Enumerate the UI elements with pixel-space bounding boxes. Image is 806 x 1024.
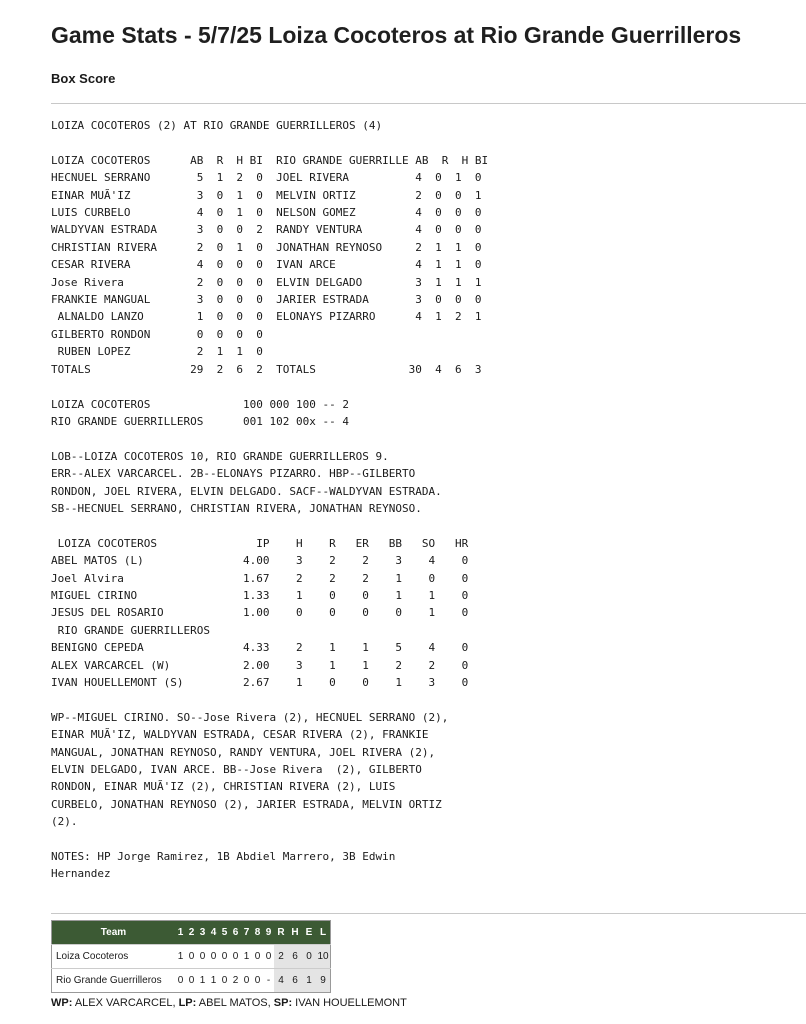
inning-header: 3 bbox=[197, 921, 208, 945]
box-score-line: TOTALS 29 2 6 2 TOTALS 30 4 6 3 bbox=[51, 362, 482, 376]
box-score-line: LOIZA COCOTEROS 100 000 100 -- 2 bbox=[51, 397, 350, 411]
inning-score: 0 bbox=[230, 945, 241, 969]
box-score-line: CURBELO, JONATHAN REYNOSO (2), JARIER ESTRADA, MELVIN ORTIZ bbox=[51, 797, 442, 811]
inning-score: 0 bbox=[252, 945, 263, 969]
box-score-line: EINAR MUÃ'IZ, WALDYVAN ESTRADA, CESAR RIVERA (2), FRANKIE bbox=[51, 728, 429, 742]
errors-header: E bbox=[302, 921, 316, 945]
hits-header: H bbox=[288, 921, 302, 945]
inning-score: 1 bbox=[241, 945, 252, 969]
box-score-line: ALNALDO LANZO 1 0 0 0 ELONAYS PIZARRO 4 1 2 1 bbox=[51, 310, 482, 324]
inning-score: - bbox=[263, 969, 274, 993]
bottom-divider bbox=[51, 913, 806, 914]
inning-header: 1 bbox=[175, 921, 186, 945]
box-score-line: CESAR RIVERA 4 0 0 0 IVAN ARCE 4 1 1 0 bbox=[51, 258, 482, 272]
box-score-line: GILBERTO RONDON 0 0 0 0 bbox=[51, 327, 263, 341]
box-score-line: RIO GRANDE GUERRILLEROS bbox=[51, 623, 210, 637]
inning-score: 0 bbox=[241, 969, 252, 993]
inning-header: 5 bbox=[219, 921, 230, 945]
top-divider bbox=[51, 103, 806, 104]
lob-total: 10 bbox=[316, 945, 331, 969]
box-score-text bbox=[51, 117, 488, 883]
box-score-line: RIO GRANDE GUERRILLEROS 001 102 00x -- 4 bbox=[51, 414, 350, 428]
inning-score: 0 bbox=[219, 945, 230, 969]
wp-label: WP: bbox=[51, 997, 73, 1009]
box-score-line: HECNUEL SERRANO 5 1 2 0 JOEL RIVERA 4 0 1 0 bbox=[51, 171, 482, 185]
box-score-line: Hernandez bbox=[51, 867, 111, 881]
box-score-line: MIGUEL CIRINO 1.33 1 0 0 1 1 0 bbox=[51, 588, 469, 602]
inning-header: 9 bbox=[263, 921, 274, 945]
team-name: Loiza Cocoteros bbox=[52, 945, 176, 969]
inning-header: 2 bbox=[186, 921, 197, 945]
box-score-line: Joel Alvira 1.67 2 2 2 1 0 0 bbox=[51, 571, 469, 585]
errors-total: 1 bbox=[302, 969, 316, 993]
box-score-line: RONDON, JOEL RIVERA, ELVIN DELGADO. SACF--WALDYVAN ESTRADA. bbox=[51, 484, 442, 498]
box-score-heading: Box Score bbox=[51, 71, 116, 86]
losing-pitcher: ABEL MATOS bbox=[198, 997, 268, 1009]
lob-header: L bbox=[316, 921, 331, 945]
inning-score: 1 bbox=[175, 945, 186, 969]
box-score-line: SB--HECNUEL SERRANO, CHRISTIAN RIVERA, JONATHAN REYNOSO. bbox=[51, 501, 422, 515]
box-score-line: RONDON, EINAR MUÃ'IZ (2), CHRISTIAN RIVERA (2), LUIS bbox=[51, 780, 396, 794]
inning-header: 6 bbox=[230, 921, 241, 945]
box-score-line: LOIZA COCOTEROS IP H R ER BB SO HR bbox=[51, 536, 469, 550]
linescore-row-loiza bbox=[52, 945, 331, 969]
inning-score: 0 bbox=[219, 969, 230, 993]
page-title: Game Stats - 5/7/25 Loiza Cocoteros at Rio Grande Guerrilleros bbox=[51, 22, 742, 48]
inning-score: 0 bbox=[186, 945, 197, 969]
runs-header: R bbox=[274, 921, 288, 945]
runs-total: 2 bbox=[274, 945, 288, 969]
box-score-line: LUIS CURBELO 4 0 1 0 NELSON GOMEZ 4 0 0 0 bbox=[51, 206, 482, 220]
runs-total: 4 bbox=[274, 969, 288, 993]
box-score-line: JESUS DEL ROSARIO 1.00 0 0 0 0 1 0 bbox=[51, 606, 469, 620]
linescore-header-row bbox=[52, 921, 331, 945]
errors-total: 0 bbox=[302, 945, 316, 969]
box-score-line: ALEX VARCARCEL (W) 2.00 3 1 1 2 2 0 bbox=[51, 658, 469, 672]
box-score-line: BENIGNO CEPEDA 4.33 2 1 1 5 4 0 bbox=[51, 641, 469, 655]
inning-score: 0 bbox=[208, 945, 219, 969]
save-pitcher: IVAN HOUELLEMONT bbox=[295, 997, 407, 1009]
hits-total: 6 bbox=[288, 969, 302, 993]
box-score-line: LOIZA COCOTEROS (2) AT RIO GRANDE GUERRILLEROS (4) bbox=[51, 119, 383, 132]
inning-score: 0 bbox=[263, 945, 274, 969]
box-score-line: NOTES: HP Jorge Ramirez, 1B Abdiel Marrero, 3B Edwin bbox=[51, 850, 396, 864]
team-column-header: Team bbox=[52, 921, 176, 945]
box-score-line: LOB--LOIZA COCOTEROS 10, RIO GRANDE GUERRILLEROS 9. bbox=[51, 449, 389, 463]
box-score-line: ERR--ALEX VARCARCEL. 2B--ELONAYS PIZARRO. HBP--GILBERTO bbox=[51, 467, 416, 481]
team-name: Rio Grande Guerrilleros bbox=[52, 969, 176, 993]
box-score-line: ELVIN DELGADO, IVAN ARCE. BB--Jose Rivera (2), GILBERTO bbox=[51, 763, 422, 777]
box-score-line: IVAN HOUELLEMONT (S) 2.67 1 0 0 1 3 0 bbox=[51, 676, 469, 689]
winning-pitcher: ALEX VARCARCEL bbox=[74, 997, 173, 1009]
box-score-line: CHRISTIAN RIVERA 2 0 1 0 JONATHAN REYNOSO 2 1 1 0 bbox=[51, 240, 482, 254]
box-score-line: ABEL MATOS (L) 4.00 3 2 2 3 4 0 bbox=[51, 554, 469, 568]
inning-score: 2 bbox=[230, 969, 241, 993]
lp-label: LP: bbox=[178, 997, 197, 1009]
inning-score: 0 bbox=[252, 969, 263, 993]
hits-total: 6 bbox=[288, 945, 302, 969]
pitching-decisions: WP: ALEX VARCARCEL, LP: ABEL MATOS, SP: IVAN HOUELLEMONT bbox=[51, 997, 407, 1009]
box-score-line: LOIZA COCOTEROS AB R H BI RIO GRANDE GUERRILLE AB R H BI bbox=[51, 153, 489, 167]
box-score-line: WP--MIGUEL CIRINO. SO--Jose Rivera (2), HECNUEL SERRANO (2), bbox=[51, 710, 449, 724]
inning-header: 7 bbox=[241, 921, 252, 945]
box-score-line: FRANKIE MANGUAL 3 0 0 0 JARIER ESTRADA 3 0 0 0 bbox=[51, 293, 482, 307]
linescore-row-rio-grande bbox=[52, 969, 331, 993]
box-score-line: MANGUAL, JONATHAN REYNOSO, RANDY VENTURA, JOEL RIVERA (2), bbox=[51, 745, 436, 759]
box-score-line: EINAR MUÃ'IZ 3 0 1 0 MELVIN ORTIZ 2 0 0 1 bbox=[51, 188, 482, 202]
inning-score: 0 bbox=[197, 945, 208, 969]
lob-total: 9 bbox=[316, 969, 331, 993]
inning-score: 0 bbox=[186, 969, 197, 993]
inning-score: 1 bbox=[197, 969, 208, 993]
sp-label: SP: bbox=[273, 997, 293, 1009]
box-score-line: (2). bbox=[51, 815, 78, 829]
inning-header: 4 bbox=[208, 921, 219, 945]
linescore-table bbox=[51, 920, 331, 993]
box-score-line: Jose Rivera 2 0 0 0 ELVIN DELGADO 3 1 1 1 bbox=[51, 275, 482, 289]
inning-score: 0 bbox=[175, 969, 186, 993]
inning-score: 1 bbox=[208, 969, 219, 993]
box-score-line: WALDYVAN ESTRADA 3 0 0 2 RANDY VENTURA 4 0 0 0 bbox=[51, 223, 482, 237]
box-score-line: RUBEN LOPEZ 2 1 1 0 bbox=[51, 345, 263, 359]
inning-header: 8 bbox=[252, 921, 263, 945]
